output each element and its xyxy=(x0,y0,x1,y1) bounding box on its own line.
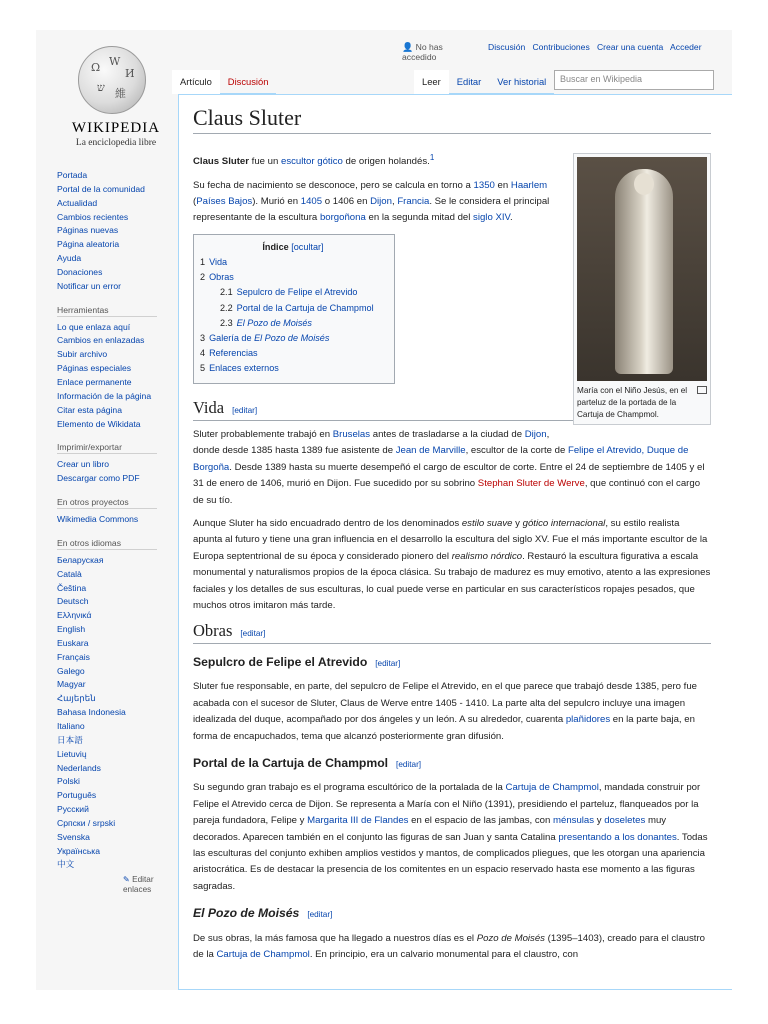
subsection-heading-portal: Portal de la Cartuja de Champmol [editar] xyxy=(193,755,422,770)
sidebar-nav-list-item xyxy=(57,280,175,294)
sidebar-nav-list-item xyxy=(57,169,175,183)
page xyxy=(36,30,732,990)
sidebar-language-list-item xyxy=(57,706,175,720)
section-heading-vida: Vida [editar] xyxy=(193,400,711,421)
subject-name: Claus Sluter xyxy=(193,156,249,168)
sidebar-nav-list-item xyxy=(57,224,175,238)
sidebar-nav-item[interactable]: Cambios recientes xyxy=(57,211,129,222)
sidebar-tool-item[interactable]: Páginas especiales xyxy=(57,363,132,374)
sidebar-print-list-item xyxy=(57,458,175,472)
sidebar-language-item[interactable]: Français xyxy=(57,651,90,662)
link-escultor-gotico[interactable]: escultor gótico xyxy=(281,156,343,168)
sidebar-tool-list-item xyxy=(57,404,175,418)
sidebar-nav-list-item xyxy=(57,252,175,266)
sidebar-nav-item[interactable]: Actualidad xyxy=(57,197,98,208)
sidebar-tool-item[interactable]: Subir archivo xyxy=(57,349,108,360)
wikipedia-logo[interactable] xyxy=(54,44,174,164)
edit-links-label: Editar enlaces xyxy=(123,875,154,895)
intro-paragraph: Claus Sluter fue un escultor gótico de origen holandés.$^1$ xyxy=(193,153,435,168)
link-jean-de-marville[interactable]: Jean de Marville xyxy=(395,445,466,457)
sidebar-language-item[interactable]: Српски / srpski xyxy=(57,817,116,828)
sidebar-language-item[interactable]: English xyxy=(57,624,86,635)
sidebar-language-list-item xyxy=(57,623,175,637)
sidebar-language-list-item xyxy=(57,554,175,568)
sidebar-nav-item[interactable]: Portal de la comunidad xyxy=(57,183,145,194)
sidebar-language-list-item xyxy=(57,817,175,831)
projects-heading: En otros proyectos xyxy=(57,496,157,509)
sidebar-language-item[interactable]: Català xyxy=(57,568,82,579)
sidebar-language-item[interactable]: 中文 xyxy=(57,859,75,870)
toc-item[interactable]: 2.2 Portal de la Cartuja de Champmol xyxy=(220,302,374,313)
sidebar-language-list-item xyxy=(57,734,175,748)
sidebar-print-item[interactable]: Descargar como PDF xyxy=(57,473,140,484)
sidebar-tool-item[interactable]: Lo que enlaza aquí xyxy=(57,321,131,332)
sidebar-tool-item[interactable]: Cambios en enlazadas xyxy=(57,335,145,346)
sidebar-tool-list-item xyxy=(57,390,175,404)
tab-edit[interactable]: Editar xyxy=(449,70,490,94)
toc-item[interactable]: 2.1 Sepulcro de Felipe el Atrevido xyxy=(220,287,358,298)
sidebar-print xyxy=(57,458,175,486)
toc-toggle[interactable]: [ocultar] xyxy=(291,241,324,252)
page-title: Claus Sluter xyxy=(193,105,711,134)
personal-links xyxy=(488,42,702,52)
edit-section-link[interactable]: [editar] xyxy=(232,405,258,415)
view-tabs xyxy=(414,70,554,94)
sidebar-nav-list-item xyxy=(57,238,175,252)
sidebar-nav-list-item xyxy=(57,266,175,280)
sidebar-language-item[interactable]: Беларуская xyxy=(57,554,104,565)
search-input[interactable]: Buscar en Wikipedia xyxy=(554,70,714,90)
sidebar-tool-item[interactable]: Información de la página xyxy=(57,390,152,401)
sidebar-language-list-item xyxy=(57,858,175,872)
sidebar-tool-list-item xyxy=(57,321,175,335)
tools-heading: Herramientas xyxy=(57,304,157,317)
user-icon: 👤 xyxy=(402,42,414,52)
table-of-contents xyxy=(193,234,395,384)
sidebar-language-list-item xyxy=(57,789,175,803)
sidebar-language-item[interactable]: Nederlands xyxy=(57,762,101,773)
sidebar-language-list-item xyxy=(57,651,175,665)
link-dijon[interactable]: Dijon xyxy=(370,196,392,207)
sidebar-tool-item[interactable]: Elemento de Wikidata xyxy=(57,418,141,429)
create-account-link[interactable]: Crear una cuenta xyxy=(596,42,664,52)
not-logged-in xyxy=(402,42,472,62)
sidebar-language-list-item xyxy=(57,609,175,623)
birth-paragraph: Su fecha de nacimiento se desconoce, pero se calcula en torno a 1350 en Haarlem (Países Bajos). Murió en 1405 o 1406 en Dijon, Francia. Se le considera el principal representante de la escultura borgoñona en la segunda mitad del siglo XIV. xyxy=(193,179,550,224)
link-doseletes[interactable]: doseletes xyxy=(604,815,646,827)
sidebar-language-item[interactable]: Հայերեն xyxy=(57,693,96,704)
content-area xyxy=(178,94,732,990)
sidebar-language-list-item xyxy=(57,637,175,651)
contributions-link[interactable]: Contribuciones xyxy=(532,42,590,52)
sidebar-nav-item[interactable]: Donaciones xyxy=(57,266,103,277)
wordmark: WIKIPEDIA xyxy=(71,120,161,136)
sidebar-language-list-item xyxy=(57,831,175,845)
sidebar-nav xyxy=(57,169,175,294)
sidebar-nav-item[interactable]: Notificar un error xyxy=(57,280,121,291)
edit-section-link[interactable]: [editar] xyxy=(307,910,333,920)
sidebar xyxy=(57,169,175,895)
sidebar-tool-list-item xyxy=(57,362,175,376)
toc-item[interactable]: 2.3 El Pozo de Moisés xyxy=(220,317,312,328)
link-planidores[interactable]: plañidores xyxy=(565,714,611,726)
sidebar-projects xyxy=(57,513,175,527)
toc-item[interactable]: 1 Vida xyxy=(200,257,228,268)
sidebar-language-list-item xyxy=(57,595,175,609)
link-bruselas[interactable]: Bruselas xyxy=(332,429,371,441)
sidebar-language-item[interactable]: Deutsch xyxy=(57,596,89,607)
sidebar-project-list-item xyxy=(57,513,175,527)
enlarge-icon[interactable] xyxy=(697,386,707,394)
sidebar-language-list-item xyxy=(57,692,175,706)
link-mensulas[interactable]: ménsulas xyxy=(553,815,595,827)
sidebar-language-list-item xyxy=(57,762,175,776)
link-dijon[interactable]: Dijon xyxy=(524,429,547,441)
sidebar-language-item[interactable]: Čeština xyxy=(57,582,87,593)
sidebar-language-list-item xyxy=(57,845,175,859)
edit-links[interactable] xyxy=(123,875,175,895)
image-caption: María con el Niño Jesús, en el parteluz de la portada de la Cartuja de Champmol. xyxy=(577,385,707,421)
sidebar-language-item[interactable]: Українська xyxy=(57,845,101,856)
sidebar-language-item[interactable]: 日本語 xyxy=(57,734,83,745)
link-cartuja-de-champmol[interactable]: Cartuja de Champmol xyxy=(505,782,599,794)
subsection-heading-pozo: El Pozo de Moisés [editar] xyxy=(193,906,333,921)
sidebar-tool-list-item xyxy=(57,376,175,390)
sidebar-language-item[interactable]: Galego xyxy=(57,665,85,676)
link-presentando-donantes[interactable]: presentando a los donantes xyxy=(558,831,677,843)
portal-paragraph: Su segundo gran trabajo es el programa escultórico de la portalada de la Cartuja de Champmol, mandada construir por Felipe el Atrevido cerca de Dijon. Se representa a María con el Niño (1391), presidiendo el parteluz, flanqueados por la pareja fundadora, Felipe y Margarita III de Flandes en el espacio de las jambas, con ménsulas y doseletes muy decorados. Aparecen también en el conjunto las figuras de san Juan y santa Catalina presentando a los donantes. Todas las esculturas del conjunto exhiben amplios vestidos y mantos, de complicados pliegues, que les otorgan una apariencia aristocrática. Es de destacar la presencia de los comitentes en un espacio reservado hasta ese momento a las figuras sagradas. xyxy=(193,782,708,892)
sidebar-language-item[interactable]: Русский xyxy=(57,804,89,815)
vida-paragraph-2: Aunque Sluter ha sido encuadrado dentro de los denominados estilo suave y gótico internacional, su estilo realista apunta al futuro y tiene una gran influencia en el desarrollo la escultura del siglo XV. Fue el más importante escultor de la Europa septentrional de su época y considerado pionero del realismo nórdico. Restauró la escultura figurativa a escala monumental y naturalismos propios de la época clásica. Su trabajo de madurez es muy emotivo, atento a las expresiones faciales y los detalles de sus esculturas, lo cual puede verse en particular en sus característicos ropajes pesados, que muchos otros imitaron más tarde. xyxy=(193,518,711,612)
article-body xyxy=(193,150,711,970)
sidebar-language-item[interactable]: Euskara xyxy=(57,637,89,648)
sidebar-language-item[interactable]: Bahasa Indonesia xyxy=(57,707,126,718)
sidebar-tool-list-item xyxy=(57,348,175,362)
tab-article[interactable]: Artículo xyxy=(172,70,220,94)
link-paises-bajos[interactable]: Países Bajos xyxy=(196,196,253,207)
sidebar-tool-list-item xyxy=(57,418,175,432)
namespace-tabs xyxy=(172,70,276,94)
link-felipe-el-atrevido[interactable]: Felipe el Atrevido, Duque de Borgoña xyxy=(193,445,689,473)
print-heading: Imprimir/exportar xyxy=(57,441,157,454)
sidebar-nav-item[interactable]: Páginas nuevas xyxy=(57,225,119,236)
sepulcro-paragraph: Sluter fue responsable, en parte, del sepulcro de Felipe el Atrevido, en el que parece que trabajó desde 1385, pero fue acabada con el sucesor de Sluter, Claus de Werve entre 1405 - 1410. La parte alta del sepulcro incluye una imagen idealizada del duque, acompañado por dos ángeles y un león. A su alrededor, cuarenta plañidores en la parte baja, en forma de encapuchados, tema que alcanzó posteriormente gran difusión. xyxy=(193,681,698,742)
pozo-paragraph: De sus obras, la más famosa que ha llegado a nuestros días es el Pozo de Moisés (1395–1403), creado para el claustro de la Cartuja de Champmol. En principio, era un calvario monumental para el claustro, con xyxy=(193,932,705,961)
sidebar-language-item[interactable]: Português xyxy=(57,790,97,801)
sidebar-language-item[interactable]: Italiano xyxy=(57,721,85,731)
sidebar-language-list-item xyxy=(57,678,175,692)
link-cartuja-de-champmol[interactable]: Cartuja de Champmol xyxy=(216,949,310,961)
toc-item[interactable]: 4 Referencias xyxy=(200,348,258,359)
sidebar-nav-item[interactable]: Portada xyxy=(57,170,88,180)
sidebar-nav-item[interactable]: Ayuda xyxy=(57,253,82,264)
sidebar-language-list-item xyxy=(57,568,175,582)
sidebar-languages xyxy=(57,554,175,872)
sidebar-language-item[interactable]: Lietuvių xyxy=(57,748,87,759)
sidebar-language-list-item xyxy=(57,582,175,596)
link-stephan-sluter[interactable]: Stephan Sluter de Werve xyxy=(477,478,585,490)
tab-talk[interactable]: Discusión xyxy=(220,70,277,94)
infobox-image xyxy=(573,153,711,425)
toc-item[interactable]: 3 Galería de El Pozo de Moisés xyxy=(200,333,330,344)
sidebar-tools xyxy=(57,321,175,432)
sidebar-nav-item[interactable]: Página aleatoria xyxy=(57,239,120,250)
sidebar-print-list-item xyxy=(57,472,175,486)
sidebar-language-list-item xyxy=(57,665,175,679)
link-francia[interactable]: Francia xyxy=(397,196,430,207)
sidebar-nav-list-item xyxy=(57,211,175,225)
vida-paragraph-1: Sluter probablemente trabajó en Bruselas antes de trasladarse a la ciudad de Dijon, donde desde 1385 hasta 1389 fue asistente de Jean de Marville, escultor de la corte de Felipe el Atrevido, Duque de Borgoña. Desde 1389 hasta su muerte desempeñó el cargo de escultor de corte. Entre el 24 de septiembre de 1405 y el 31 de enero de 1406, murió en Dijon. Fue sucedido por su sobrino Stephan Sluter de Werve, que continuó con el cargo de su tío. xyxy=(193,429,705,506)
sidebar-language-item[interactable]: Magyar xyxy=(57,679,86,690)
link-1350[interactable]: 1350 xyxy=(473,179,495,191)
subsection-heading-sepulcro: Sepulcro de Felipe el Atrevido [editar] xyxy=(193,654,401,669)
reference-1[interactable]: 1 xyxy=(429,153,435,162)
sidebar-print-item[interactable]: Crear un libro xyxy=(57,459,110,470)
pencil-icon: ✎ xyxy=(123,875,130,885)
sidebar-project-item[interactable]: Wikimedia Commons xyxy=(57,514,139,525)
sidebar-tool-list-item xyxy=(57,334,175,348)
sidebar-language-list-item xyxy=(57,748,175,762)
tab-history[interactable]: Ver historial xyxy=(489,70,554,94)
link-margarita-iii[interactable]: Margarita III de Flandes xyxy=(307,815,409,827)
toc-item[interactable]: 2 Obras xyxy=(200,272,234,283)
sidebar-language-list-item xyxy=(57,803,175,817)
edit-section-link[interactable]: [editar] xyxy=(396,759,422,769)
toc-item[interactable]: 5 Enlaces externos xyxy=(200,363,279,374)
sidebar-tool-item[interactable]: Citar esta página xyxy=(57,404,122,415)
sidebar-language-item[interactable]: Svenska xyxy=(57,831,90,842)
not-logged-text: No has accedido xyxy=(402,42,443,62)
edit-section-link[interactable]: [editar] xyxy=(375,658,401,668)
link-1405[interactable]: 1405 xyxy=(300,196,323,207)
languages-heading: En otros idiomas xyxy=(57,537,157,550)
tagline: La enciclopedia libre xyxy=(75,138,157,148)
sidebar-nav-list-item xyxy=(57,197,175,211)
sidebar-language-list-item xyxy=(57,720,175,734)
sidebar-nav-list-item xyxy=(57,183,175,197)
sidebar-language-list-item xyxy=(57,775,175,789)
tab-read[interactable]: Leer xyxy=(414,70,449,94)
section-heading-obras: Obras [editar] xyxy=(193,623,711,644)
link-borgonona[interactable]: borgoñona xyxy=(319,212,366,224)
sidebar-language-item[interactable]: Polski xyxy=(57,776,80,787)
sidebar-tool-item[interactable]: Enlace permanente xyxy=(57,376,132,387)
login-link[interactable]: Acceder xyxy=(670,42,702,52)
link-haarlem[interactable]: Haarlem xyxy=(510,179,548,191)
edit-section-link[interactable]: [editar] xyxy=(240,628,266,638)
user-talk-link[interactable]: Discusión xyxy=(488,42,526,52)
sidebar-language-item[interactable]: Ελληνικά xyxy=(57,610,92,621)
puzzle-globe-icon: Ω W И ש 維 xyxy=(78,46,146,114)
link-siglo-xiv[interactable]: siglo XIV xyxy=(473,212,511,224)
statue-image[interactable] xyxy=(577,157,707,381)
toc-title: Índice [ocultar] xyxy=(262,241,324,252)
